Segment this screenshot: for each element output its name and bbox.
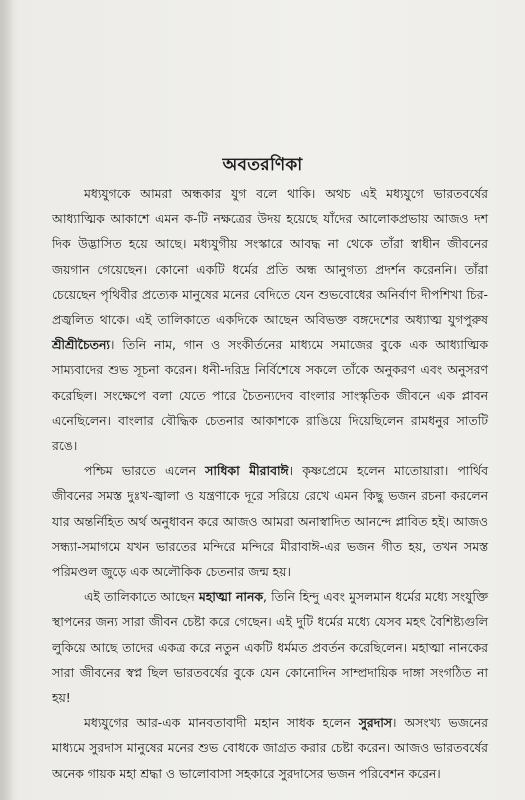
paragraph-text: । তিনি নাম, গান ও সংকীর্তনের মাধ্যমে সমাজের বুকে এক আধ্যাত্মিক সাম্যবাদের শুভ সূচনা করেন। ধনী-দরিদ্র নির্বিশেষে সকলে তাঁকে অনুকরণ এবং অনুসরণ করেছিল। সংক্ষেপে বলা যেতে পারে চৈতন্যদেব বাংলার সাংস্কৃতিক জীবনে এক প্লাবন এনেছিলেন। বাংলার বৌদ্ধিক চেতনার আকাশকে রাঙিয়ে দিয়েছিলেন রামধনুর সাতটি রঙে। (52, 337, 488, 454)
paragraph-text: পশ্চিম ভারতে এলেন (84, 463, 206, 479)
emphasis-name: সাধিকা মীরাবাঈ (205, 463, 289, 479)
chapter-heading: অবতরণিকা (222, 155, 303, 175)
paragraph-3 (52, 584, 488, 710)
paragraph-text: । কৃষ্ণপ্রেমে হলেন মাতোয়ারা। পার্থিব জীবনের সমস্ত দুঃখ-জ্বালা ও যন্ত্রণাকে দূরে সরিয়ে রেখে এমন কিছু ভজন রচনা করলেন যার অন্তর্নিহিত অর্থ অনুধাবন করে আজও আমরা অনাস্বাদিত আনন্দে প্লাবিত হই। আজও সন্ধ্যা-সমাগমে যখন ভারতের মন্দিরে মন্দিরে মীরাবাঈ-এর ভজন গীত হয়, তখন সমস্ত পরিমণ্ডল জুড়ে এক অলৌকিক চেতনার জন্ম হয়। (52, 463, 488, 580)
chapter-body (52, 181, 488, 786)
paragraph-4 (52, 710, 488, 786)
paragraph-2 (52, 458, 488, 584)
paragraph-text: মধ্যযুগের আর-এক মানবতাবাদী মহান সাধক হলেন (84, 715, 359, 731)
emphasis-name: শ্রীশ্রীচৈতন্য (52, 337, 110, 353)
paragraph-text: , তিনি হিন্দু এবং মুসলমান ধর্মের মধ্যে সংযুক্তি স্থাপনের জন্য সারা জীবন চেষ্টা করে গেছেন। এই দুটি ধর্মের মধ্যে যেসব মহৎ বৈশিষ্ট্যগুলি লুকিয়ে আছে তাদের একত্র করে নতুন একটি ধর্মমত প্রবর্তন করেছিলেন। মহাত্মা নানকের সারা জীবনের স্বপ্ন ছিল ভারতবর্ষের বুকে যেন কোনোদিন সাম্প্রদায়িক দাঙ্গা সংগঠিত না হয়! (52, 589, 488, 706)
paragraph-text: । অসংখ্য ভজনের মাধ্যমে সুরদাস মানুষের মনের শুভ বোধকে জাগ্রত করার চেষ্টা করেন। আজও ভারতবর্ষের অনেক গায়ক মহা শ্রদ্ধা ও ভালোবাসা সহকারে সুরদাসের ভজন পরিবেশন করেন। (52, 715, 488, 781)
page-binding-shadow (0, 0, 14, 800)
emphasis-name: মহাত্মা নানক (198, 589, 264, 605)
paragraph-1 (52, 181, 488, 458)
emphasis-name: সুরদাস (358, 715, 392, 731)
paragraph-text: এই তালিকাতে আছেন (84, 589, 199, 605)
paragraph-text: মধ্যযুগকে আমরা অন্ধকার যুগ বলে থাকি। অথচ এই মধ্যযুগে ভারতবর্ষের আধ্যাত্মিক আকাশে এমন ক-টি নক্ষত্রের উদয় হয়েছে যাঁদের আলোকপ্রভায় আজও দশ দিক উদ্ভাসিত হয়ে আছে। মধ্যযুগীয় সংস্কারে আবদ্ধ না থেকে তাঁরা স্বাধীন জীবনের জয়গান গেয়েছেন। কোনো একটি ধর্মের প্রতি অন্ধ আনুগত্য প্রদর্শন করেননি। তাঁরা চেয়েছেন পৃথিবীর প্রত্যেক মানুষের মনের বেদিতে যেন শুভবোধের অনির্বাণ দীপশিখা চির-প্রজ্বলিত থাকে। এই তালিকাতে একদিকে আছেন অবিভক্ত বঙ্গদেশের অধ্যাত্ম যুগপুরুষ (52, 186, 488, 328)
